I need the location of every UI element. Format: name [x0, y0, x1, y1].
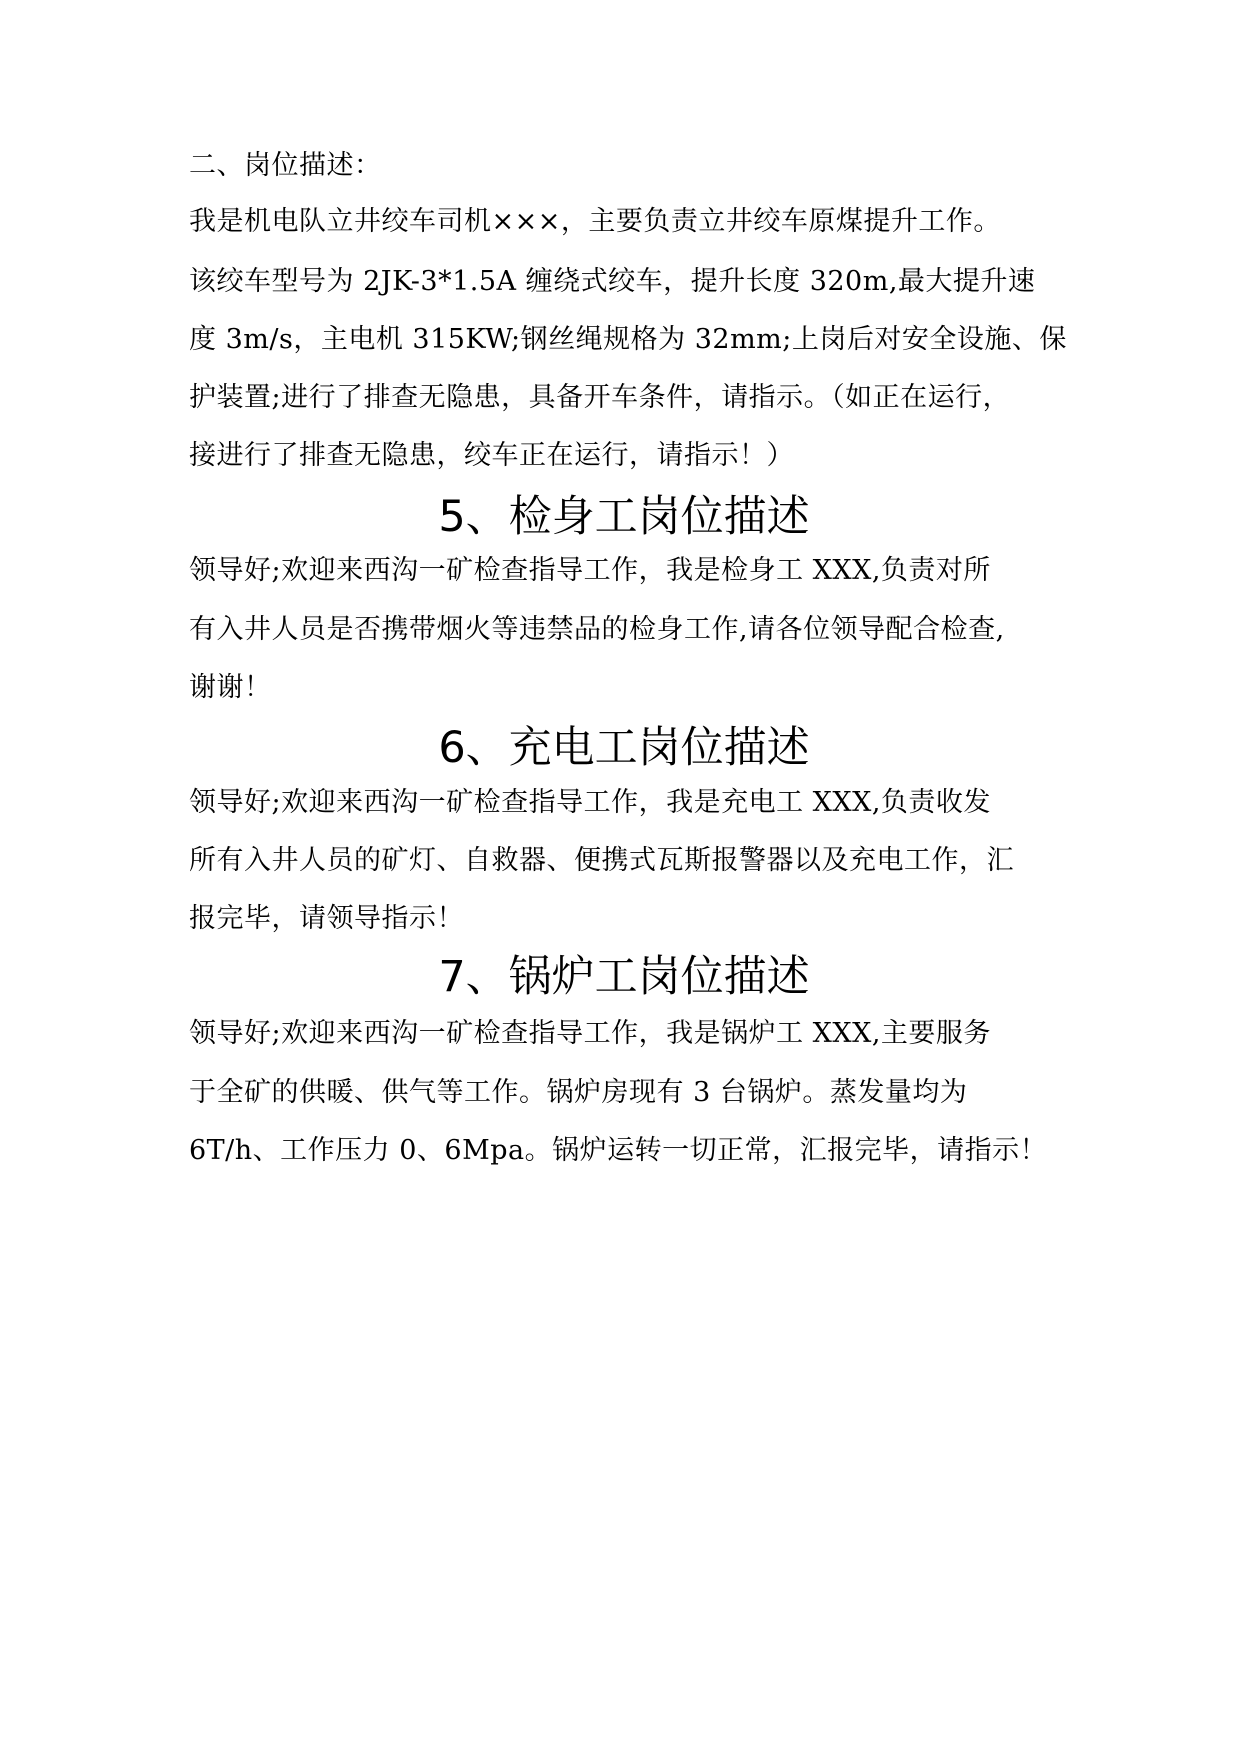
- paragraph-line: 于全矿的供暖、供气等工作。锅炉房现有 3 台锅炉。蒸发量均为: [189, 1077, 968, 1108]
- paragraph-line: 度 3m/s，主电机 315KW;钢丝绳规格为 32mm;上岗后对安全设施、保: [189, 324, 1067, 355]
- section-heading: 6、充电工岗位描述: [438, 723, 810, 773]
- paragraph-line: 所有入井人员的矿灯、自救器、便携式瓦斯报警器以及充电工作，汇: [189, 845, 1014, 876]
- paragraph-line: 护装置;进行了排查无隐患，具备开车条件，请指示。（如正在运行，: [189, 382, 1011, 413]
- section-heading: 5、检身工岗位描述: [438, 492, 810, 542]
- paragraph-line: 领导好;欢迎来西沟一矿检查指导工作，我是锅炉工 XXX,主要服务: [189, 1018, 991, 1049]
- paragraph-line: 谢谢！: [189, 672, 272, 703]
- paragraph-line: 该绞车型号为 2JK-3*1.5A 缠绕式绞车，提升长度 320m,最大提升速: [189, 266, 1036, 297]
- paragraph-line: 6T/h、工作压力 0、6Mpa。锅炉运转一切正常，汇报完毕，请指示！: [189, 1135, 1048, 1166]
- paragraph-line: 我是机电队立井绞车司机×××，主要负责立井绞车原煤提升工作。: [189, 206, 1001, 237]
- paragraph-line: 领导好;欢迎来西沟一矿检查指导工作，我是检身工 XXX,负责对所: [189, 555, 991, 586]
- paragraph-line: 领导好;欢迎来西沟一矿检查指导工作，我是充电工 XXX,负责收发: [189, 787, 991, 818]
- paragraph-line: 报完毕，请领导指示！: [189, 903, 464, 934]
- paragraph-line: 有入井人员是否携带烟火等违禁品的检身工作,请各位领导配合检查,: [189, 614, 1005, 645]
- section-title: 二、岗位描述：: [189, 150, 382, 181]
- paragraph-line: 接进行了排查无隐患，绞车正在运行，请指示！）: [189, 440, 794, 471]
- section-heading: 7、锅炉工岗位描述: [438, 952, 810, 1002]
